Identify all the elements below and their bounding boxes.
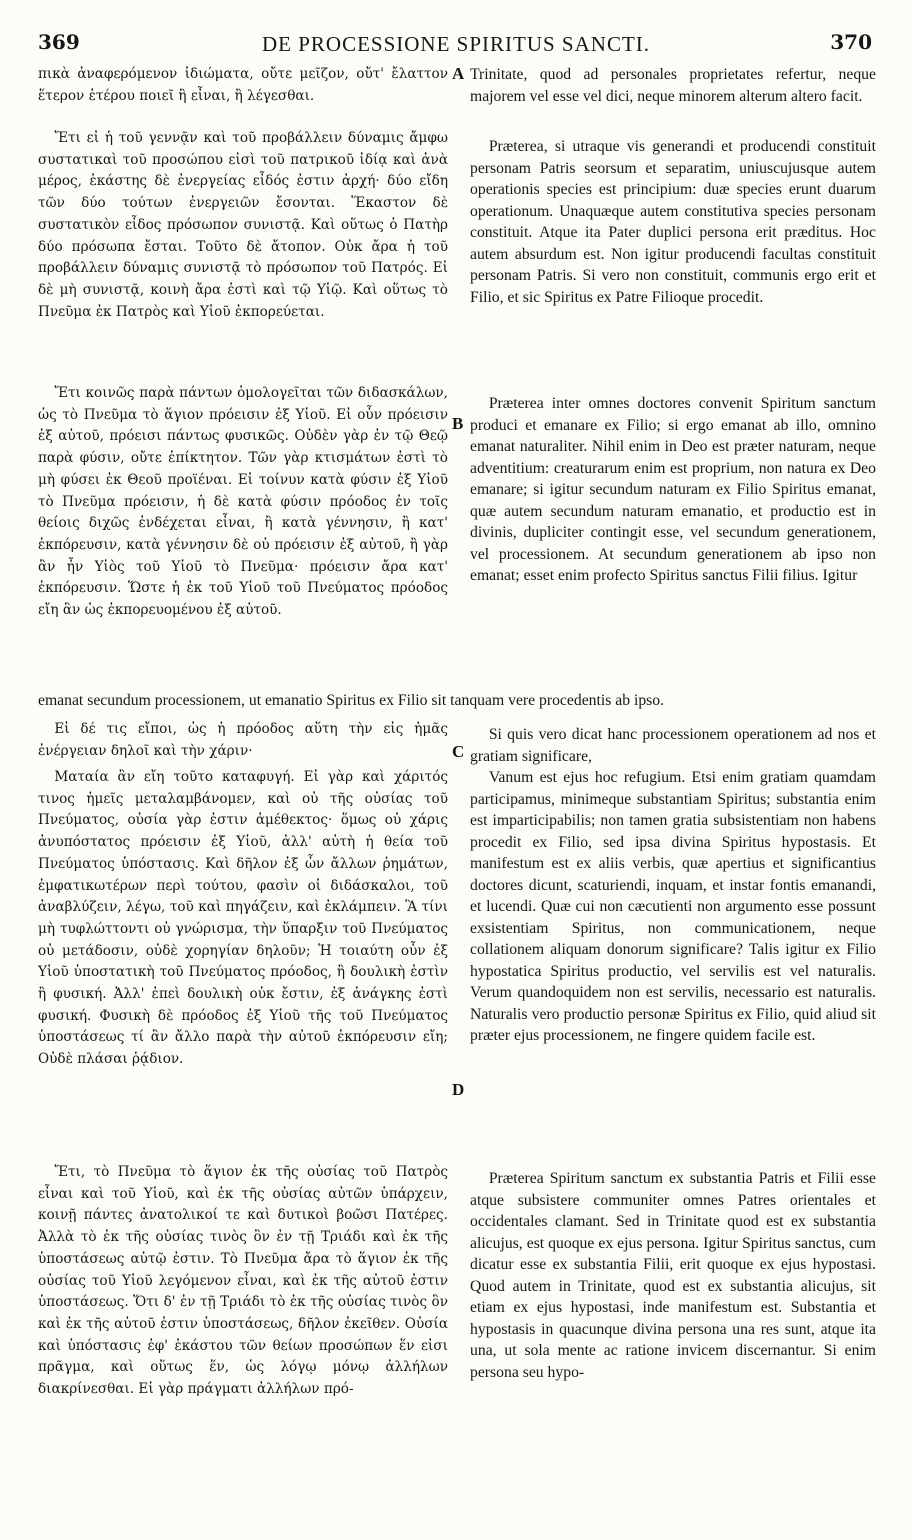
latin-paragraph-1 <box>470 64 876 107</box>
greek-paragraph-2 <box>38 128 448 323</box>
greek-text: Ματαία ἂν εἴη τοῦτο καταφυγή. Εἰ γὰρ καὶ χάριτός τινος ἡμεῖς μεταλαμβάνομεν, καὶ οὐ τῆς οὐσίας τοῦ Πνεύματος, οὐσία γὰρ ἐστιν ἀμέθεκτος· ὅμως οὐ χάρις ἀνυπόστατος πρόεισιν ἐξ Υἱοῦ, ἀλλ' αὐτὴ ἡ θεία τοῦ Πνεύματος ὑπόστασις. Καὶ δῆλον ἐξ ὧν ἄλλων ῥημάτων, ἐμφατικωτέρων περὶ τούτου, φασὶν οἱ διδάσκαλοι, τοῦ ἀναβλύζειν, λέγω, τοῦ καὶ πηγάζειν, καὶ ἐκλάμπειν. Ἃ τίνι μὴ τυφλώττοντι οὐ γνώρισμα, τὴν ὕπαρξιν τοῦ Πνεύματος οὐ μετάδοσιν, οὐδὲ χορηγίαν δηλοῦν; Ἡ τοιαύτη οὖν ἐξ Υἱοῦ ὑποστατικὴ τοῦ Πνεύματος πρόοδος, ἢ δουλικὴ ἐστὶν ἢ φυσική. Ἀλλ' ἐπεὶ δουλικὴ οὐκ ἔστιν, ἐξ ἀνάγκης ἐστὶ φυσική. Φυσικὴ δὲ πρόοδος ἐξ Υἱοῦ τῆς τοῦ Πνεύματος ὑποστάσεως τί ἂν ἄλλο παρὰ τὴν αὐτοῦ ἐκπόρευσιν εἴη; Οὐδὲ πλάσαι ῥᾴδιον. <box>38 769 448 1068</box>
margin-marker-a: A <box>452 64 465 83</box>
margin-marker-b: B <box>452 414 464 433</box>
greek-text: Εἰ δέ τις εἴποι, ὡς ἡ πρόοδος αὕτη τὴν εἰς ἡμᾶς ἐνέργειαν δηλοῖ καὶ τὴν χάριν· <box>38 721 448 759</box>
latin-text: Trinitate, quod ad personales proprietates refertur, neque majorem vel esse vel dici, neque minorem alterum altero facit. <box>470 66 876 105</box>
margin-marker-c: C <box>452 742 465 761</box>
latin-paragraph-6 <box>470 1168 876 1383</box>
latin-paragraph-5 <box>470 767 876 1047</box>
margin-marker-d: D <box>452 1080 465 1099</box>
latin-text: Præterea, si utraque vis generandi et producendi constituit personam Patris seorsum et separatim, uniuscujusque autem operationis species est principium: duæ species erunt duarum operationum. Unaquæque autem constitutiva species personam constituit. Atque ita Pater duplici persona erit præditus. Hoc autem absurdum est. Non igitur producendi facultas constituit personam Patris. Si vero non constituit, communis ergo erit et Filio, et sic Spiritus ex Patre Filioque procedit. <box>470 138 876 306</box>
greek-text: Ἔτι κοινῶς παρὰ πάντων ὁμολογεῖται τῶν διδασκάλων, ὡς τὸ Πνεῦμα τὸ ἅγιον πρόεισιν ἐξ Υἱοῦ. Εἰ οὖν πρόεισιν ἐξ αὐτοῦ, πρόεισι πάντως φυσικῶς. Οὐδὲν γὰρ ἐν τῷ Θεῷ παρὰ φύσιν, οὔτε ἐπίκτητον. Τῶν γὰρ κτισμάτων ἐστὶ τὸ μὴ φύσει ἐκ Θεοῦ προϊέναι. Εἰ τοίνυν κατὰ φύσιν ἐξ Υἱοῦ τὸ Πνεῦμα πρόεισιν, ἡ δὲ κατὰ φύσιν πρόοδος ἐν τοῖς θείοις διχῶς ἐνδέχεται εἶναι, ἢ κατὰ γέννησιν, ἢ κατ' ἐκπόρευσιν, κατὰ γέννησιν δὲ οὐ πρόεισιν ἐξ αὐτοῦ, ἢ γὰρ ἂν ἦν Υἱὸς τοῦ Υἱοῦ τὸ Πνεῦμα· πρόεισιν ἄρα κατ' ἐκπόρευσιν. Ὥστε ἡ ἐκ τοῦ Υἱοῦ τοῦ Πνεύματος πρόοδος εἴη ἂν ὡς ἐκπορευομένου ἐξ αὐτοῦ. <box>38 385 448 619</box>
latin-text: Præterea Spiritum sanctum ex substantia Patris et Filii esse atque subsistere communiter omnes Patres orientales et occidentales clamant. Sed in Trinitate quod est ex substantia alicujus, est quoque ex ejus persona. Igitur Spiritus sanctus, cum dicatur esse ex substantia Filii, erit quoque ex ejus hypostasi. Quod autem in Trinitate, quod est ex substantia alicujus, sit etiam ex ejus hypostasi, inde manifestum est. Substantia et hypostasis in quacunque divina persona una res sunt, atque ita una, ut sola mente ac ratione invicem discernantur. Si enim persona seu hypo- <box>470 1170 876 1381</box>
greek-paragraph-6 <box>38 1162 448 1401</box>
latin-text: emanat secundum processionem, ut emanatio Spiritus ex Filio sit tanquam vere procedentis ab ipso. <box>38 691 665 709</box>
greek-paragraph-1 <box>38 64 448 107</box>
greek-paragraph-4 <box>38 719 448 762</box>
greek-text: Ἔτι, τὸ Πνεῦμα τὸ ἅγιον ἐκ τῆς οὐσίας τοῦ Πατρὸς εἶναι καὶ τοῦ Υἱοῦ, καὶ ἐκ τῆς οὐσίας αὐτῶν ὑπάρχειν, κοινῇ πάντες ἀνατολικοί τε καὶ δυτικοὶ βοῶσι Πατέρες. Ἀλλὰ τὸ ἐκ τῆς οὐσίας τινὸς ὂν ἐν τῇ Τριάδι καὶ ἐκ τῆς ὑποστάσεως αὐτῷ ἐστιν. Τὸ Πνεῦμα ἄρα τὸ ἅγιον ἐκ τῆς οὐσίας τοῦ Υἱοῦ λεγόμενον εἶναι, καὶ ἐκ τῆς αὐτοῦ ἐστιν ὑποστάσεως. Ὅτι δ' ἐν τῇ Τριάδι τὸ ἐκ τῆς οὐσίας τινὸς ὂν καὶ ἐκ τῆς αὐτοῦ ἐστιν ὑποστάσεως, δῆλον ἐκεῖθεν. Οὐσία καὶ ὑπόστασις ἐφ' ἑκάστου τῶν θείων προσώπων ἕν εἰσι πρᾶγμα, καὶ οὕτως ἕν, ὡς λόγῳ μόνῳ ἀλλήλων διακρίνεσθαι. Εἰ γὰρ πράγματι ἀλλήλων πρό- <box>38 1164 448 1398</box>
running-title: DE PROCESSIONE SPIRITUS SANCTI. <box>261 32 651 56</box>
greek-text: Ἔτι εἰ ἡ τοῦ γεννᾷν καὶ τοῦ προβάλλειν δύναμις ἄμφω συστατικαὶ τοῦ προσώπου εἰσὶ τοῦ πατρικοῦ ἰδίᾳ καὶ ἀνὰ μέρος, ἑκάστης δὲ ἐνεργείας εἶδός ἐστιν ἀρχή· δύο εἴδη τῶν δύο τούτων ἐνεργειῶν ἔσονται. Ἕκαστον δὲ συστατικὸν εἶδος πρόσωπον συνιστᾷ. Καὶ οὕτως ὁ Πατὴρ δύο πρόσωπα ἔσται. Τοῦτο δὲ ἄτοπον. Οὐκ ἄρα ἡ τοῦ προβάλλειν δύναμις συνιστᾷ τὸ πρόσωπον τοῦ Πατρός. Εἰ δὲ μὴ συνιστᾷ, κοινὴ ἄρα ἐστὶ καὶ τῷ Υἱῷ. Καὶ οὕτως τὸ Πνεῦμα ἐκ Πατρὸς καὶ Υἱοῦ ἐκπορεύεται. <box>38 130 448 320</box>
latin-text: Si quis vero dicat hanc processionem operationem ad nos et gratiam significare, <box>470 726 876 765</box>
latin-text: Vanum est ejus hoc refugium. Etsi enim gratiam quamdam participamus, minimeque substantiam Spiritus; substantia enim est imparticipabilis; non tamen gratia subsistentiam non habens procedit ex Filio, sed ipsa divina Spiritus hypostasis. Et manifestum est ex aliis verbis, quæ apertius et significantius doctores dicunt, scaturiendi, inquam, et instar fontis emanandi, et lucendi. Quæ cui non cæcutienti non argumento esse possunt exsistentiam Spiritus, non communicationem, neque collationem aliquam donorum significare? Talis igitur ex Filio hypostatica Spiritus productio, vel servilis est vel naturalis. Verum quandoquidem non est servilis, necessario est naturalis. Naturalis vero productio personæ Spiritus ex Filio, quid aliud sit præter ejus processionem, ne fingere quidem facile est. <box>470 769 876 1044</box>
greek-text: πικὰ ἀναφερόμενον ἰδιώματα, οὔτε μεῖζον, οὔτ' ἔλαττον ἕτερον ἑτέρου ποιεῖ ἢ εἶναι, ἢ λέγεσθαι. <box>38 66 448 104</box>
latin-paragraph-2 <box>470 136 876 308</box>
latin-paragraph-3 <box>470 393 876 587</box>
latin-text: Præterea inter omnes doctores convenit Spiritum sanctum produci et emanare ex Filio; si ergo emanat ab illo, omnino emanat naturaliter. Nihil enim in Deo est præter naturam, neque adventitium: creaturarum enim est proprium, non natura ex Deo emanare; si igitur secundum naturam ex Filio Spiritus emanat, quæ autem secundum naturam emanatio, et productio est in divinis, dupliciter contingit esse, vel secundum generationem, vel processionem. At secundum generationem ab ipso non emanat; esset enim profecto Spiritus sanctus Filii filius. Igitur <box>470 395 876 584</box>
greek-paragraph-5 <box>38 767 448 1071</box>
page-number-left: 369 <box>38 30 80 54</box>
page-number-right: 370 <box>830 30 872 54</box>
greek-paragraph-3 <box>38 383 448 622</box>
page-header <box>0 30 912 60</box>
latin-paragraph-4 <box>470 724 876 767</box>
